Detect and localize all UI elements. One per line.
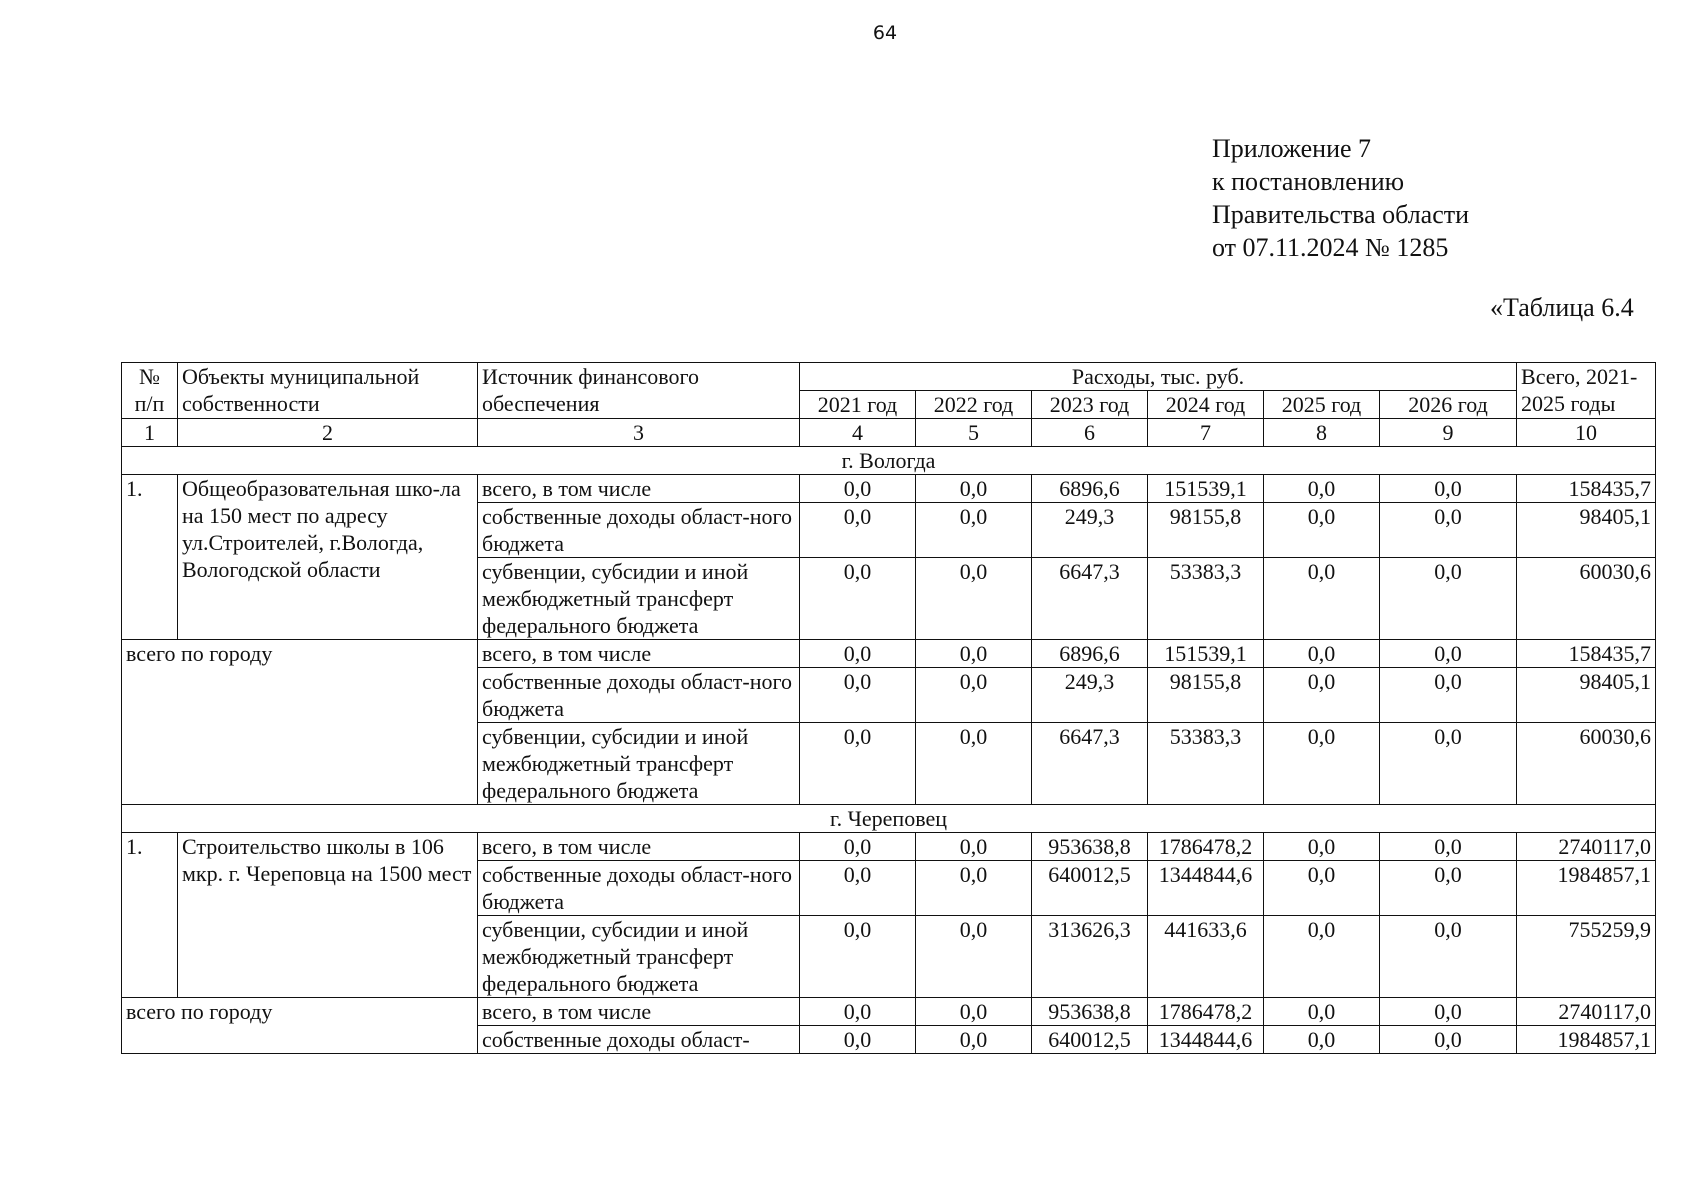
source-cell: собственные доходы област-ного бюджета bbox=[478, 861, 800, 916]
column-number: 3 bbox=[478, 419, 800, 447]
source-cell: субвенции, субсидии и иной межбюджетный трансферт федерального бюджета bbox=[478, 916, 800, 998]
value-cell: 1344844,6 bbox=[1148, 1026, 1264, 1054]
value-cell: 0,0 bbox=[916, 640, 1032, 668]
source-cell: собственные доходы област-ного бюджета bbox=[478, 503, 800, 558]
value-cell: 0,0 bbox=[800, 723, 916, 805]
header-year: 2022 год bbox=[916, 391, 1032, 419]
value-cell: 313626,3 bbox=[1032, 916, 1148, 998]
total-cell: 1984857,1 bbox=[1517, 861, 1656, 916]
column-number: 9 bbox=[1380, 419, 1517, 447]
city-row bbox=[122, 447, 1656, 475]
value-cell: 249,3 bbox=[1032, 668, 1148, 723]
total-cell: 158435,7 bbox=[1517, 640, 1656, 668]
object-name: Общеобразовательная шко-ла на 150 мест по адресу ул.Строителей, г.Вологда, Вологодской области bbox=[178, 475, 478, 640]
value-cell: 0,0 bbox=[916, 1026, 1032, 1054]
value-cell: 0,0 bbox=[1380, 998, 1517, 1026]
value-cell: 1344844,6 bbox=[1148, 861, 1264, 916]
total-cell: 2740117,0 bbox=[1517, 998, 1656, 1026]
appendix-block bbox=[1212, 132, 1469, 264]
value-cell: 249,3 bbox=[1032, 503, 1148, 558]
value-cell: 953638,8 bbox=[1032, 833, 1148, 861]
value-cell: 0,0 bbox=[1264, 475, 1380, 503]
header-year: 2024 год bbox=[1148, 391, 1264, 419]
header-expenses: Расходы, тыс. руб. bbox=[800, 363, 1517, 391]
value-cell: 640012,5 bbox=[1032, 861, 1148, 916]
source-cell: субвенции, субсидии и иной межбюджетный трансферт федерального бюджета bbox=[478, 723, 800, 805]
value-cell: 0,0 bbox=[1380, 475, 1517, 503]
source-cell: всего, в том числе bbox=[478, 998, 800, 1026]
total-cell: 60030,6 bbox=[1517, 558, 1656, 640]
appendix-line: Правительства области bbox=[1212, 200, 1470, 229]
value-cell: 0,0 bbox=[1264, 861, 1380, 916]
value-cell: 0,0 bbox=[800, 861, 916, 916]
value-cell: 0,0 bbox=[916, 668, 1032, 723]
value-cell: 0,0 bbox=[1264, 503, 1380, 558]
value-cell: 6647,3 bbox=[1032, 723, 1148, 805]
value-cell: 0,0 bbox=[1264, 723, 1380, 805]
total-cell: 158435,7 bbox=[1517, 475, 1656, 503]
header-total: Всего, 2021-2025 годы bbox=[1517, 363, 1656, 419]
value-cell: 0,0 bbox=[1380, 668, 1517, 723]
value-cell: 441633,6 bbox=[1148, 916, 1264, 998]
total-cell: 1984857,1 bbox=[1517, 1026, 1656, 1054]
value-cell: 98155,8 bbox=[1148, 503, 1264, 558]
value-cell: 0,0 bbox=[800, 833, 916, 861]
value-cell: 0,0 bbox=[1380, 1026, 1517, 1054]
value-cell: 0,0 bbox=[800, 916, 916, 998]
value-cell: 6896,6 bbox=[1032, 475, 1148, 503]
header-row bbox=[122, 363, 1656, 391]
finance-table bbox=[121, 362, 1656, 1054]
value-cell: 0,0 bbox=[1380, 503, 1517, 558]
appendix-line: Приложение 7 bbox=[1212, 134, 1372, 163]
city-name: г. Череповец bbox=[122, 805, 1656, 833]
value-cell: 0,0 bbox=[1264, 998, 1380, 1026]
value-cell: 151539,1 bbox=[1148, 640, 1264, 668]
value-cell: 0,0 bbox=[916, 998, 1032, 1026]
source-cell: всего, в том числе bbox=[478, 640, 800, 668]
value-cell: 953638,8 bbox=[1032, 998, 1148, 1026]
value-cell: 0,0 bbox=[1380, 723, 1517, 805]
column-number: 10 bbox=[1517, 419, 1656, 447]
city-total-label: всего по городу bbox=[122, 998, 478, 1054]
header-year: 2021 год bbox=[800, 391, 916, 419]
value-cell: 1786478,2 bbox=[1148, 833, 1264, 861]
column-number: 6 bbox=[1032, 419, 1148, 447]
header-source: Источник финансового обеспечения bbox=[478, 363, 800, 419]
value-cell: 0,0 bbox=[1380, 640, 1517, 668]
value-cell: 0,0 bbox=[916, 475, 1032, 503]
appendix-line: от 07.11.2024 № 1285 bbox=[1212, 233, 1449, 262]
total-cell: 2740117,0 bbox=[1517, 833, 1656, 861]
value-cell: 0,0 bbox=[800, 503, 916, 558]
header-year: 2026 год bbox=[1380, 391, 1517, 419]
column-numbers-row bbox=[122, 419, 1656, 447]
value-cell: 0,0 bbox=[1264, 640, 1380, 668]
value-cell: 0,0 bbox=[916, 916, 1032, 998]
value-cell: 0,0 bbox=[800, 475, 916, 503]
object-number: 1. bbox=[122, 475, 178, 640]
table-row bbox=[122, 475, 1656, 503]
header-year: 2023 год bbox=[1032, 391, 1148, 419]
value-cell: 0,0 bbox=[1264, 558, 1380, 640]
value-cell: 0,0 bbox=[1380, 558, 1517, 640]
city-row bbox=[122, 805, 1656, 833]
value-cell: 0,0 bbox=[800, 640, 916, 668]
value-cell: 0,0 bbox=[1264, 668, 1380, 723]
value-cell: 640012,5 bbox=[1032, 1026, 1148, 1054]
table-row bbox=[122, 833, 1656, 861]
page-number: 64 bbox=[872, 22, 898, 44]
value-cell: 0,0 bbox=[800, 558, 916, 640]
appendix-line: к постановлению bbox=[1212, 167, 1405, 196]
value-cell: 53383,3 bbox=[1148, 723, 1264, 805]
value-cell: 0,0 bbox=[916, 503, 1032, 558]
total-cell: 98405,1 bbox=[1517, 668, 1656, 723]
value-cell: 1786478,2 bbox=[1148, 998, 1264, 1026]
column-number: 7 bbox=[1148, 419, 1264, 447]
source-cell: субвенции, субсидии и иной межбюджетный трансферт федерального бюджета bbox=[478, 558, 800, 640]
total-cell: 98405,1 bbox=[1517, 503, 1656, 558]
object-name: Строительство школы в 106 мкр. г. Череповца на 1500 мест bbox=[178, 833, 478, 998]
value-cell: 0,0 bbox=[1380, 916, 1517, 998]
table-row bbox=[122, 998, 1656, 1026]
column-number: 5 bbox=[916, 419, 1032, 447]
table-row bbox=[122, 640, 1656, 668]
value-cell: 0,0 bbox=[800, 1026, 916, 1054]
value-cell: 0,0 bbox=[1264, 1026, 1380, 1054]
source-cell: всего, в том числе bbox=[478, 475, 800, 503]
value-cell: 0,0 bbox=[1380, 861, 1517, 916]
total-cell: 755259,9 bbox=[1517, 916, 1656, 998]
city-total-label: всего по городу bbox=[122, 640, 478, 805]
value-cell: 0,0 bbox=[800, 668, 916, 723]
source-cell: собственные доходы област-ного бюджета bbox=[478, 668, 800, 723]
value-cell: 6647,3 bbox=[1032, 558, 1148, 640]
value-cell: 0,0 bbox=[916, 833, 1032, 861]
value-cell: 0,0 bbox=[800, 998, 916, 1026]
header-no: № п/п bbox=[122, 363, 178, 419]
column-number: 8 bbox=[1264, 419, 1380, 447]
header-objects: Объекты муниципальной собственности bbox=[178, 363, 478, 419]
city-name: г. Вологда bbox=[122, 447, 1656, 475]
value-cell: 0,0 bbox=[916, 723, 1032, 805]
source-cell: всего, в том числе bbox=[478, 833, 800, 861]
table-caption: «Таблица 6.4 bbox=[1490, 293, 1634, 322]
total-cell: 60030,6 bbox=[1517, 723, 1656, 805]
value-cell: 0,0 bbox=[1380, 833, 1517, 861]
column-number: 2 bbox=[178, 419, 478, 447]
object-number: 1. bbox=[122, 833, 178, 998]
source-cell: собственные доходы област- bbox=[478, 1026, 800, 1054]
value-cell: 151539,1 bbox=[1148, 475, 1264, 503]
header-year: 2025 год bbox=[1264, 391, 1380, 419]
value-cell: 0,0 bbox=[1264, 833, 1380, 861]
value-cell: 53383,3 bbox=[1148, 558, 1264, 640]
column-number: 4 bbox=[800, 419, 916, 447]
column-number: 1 bbox=[122, 419, 178, 447]
value-cell: 6896,6 bbox=[1032, 640, 1148, 668]
value-cell: 0,0 bbox=[916, 558, 1032, 640]
value-cell: 98155,8 bbox=[1148, 668, 1264, 723]
value-cell: 0,0 bbox=[916, 861, 1032, 916]
value-cell: 0,0 bbox=[1264, 916, 1380, 998]
